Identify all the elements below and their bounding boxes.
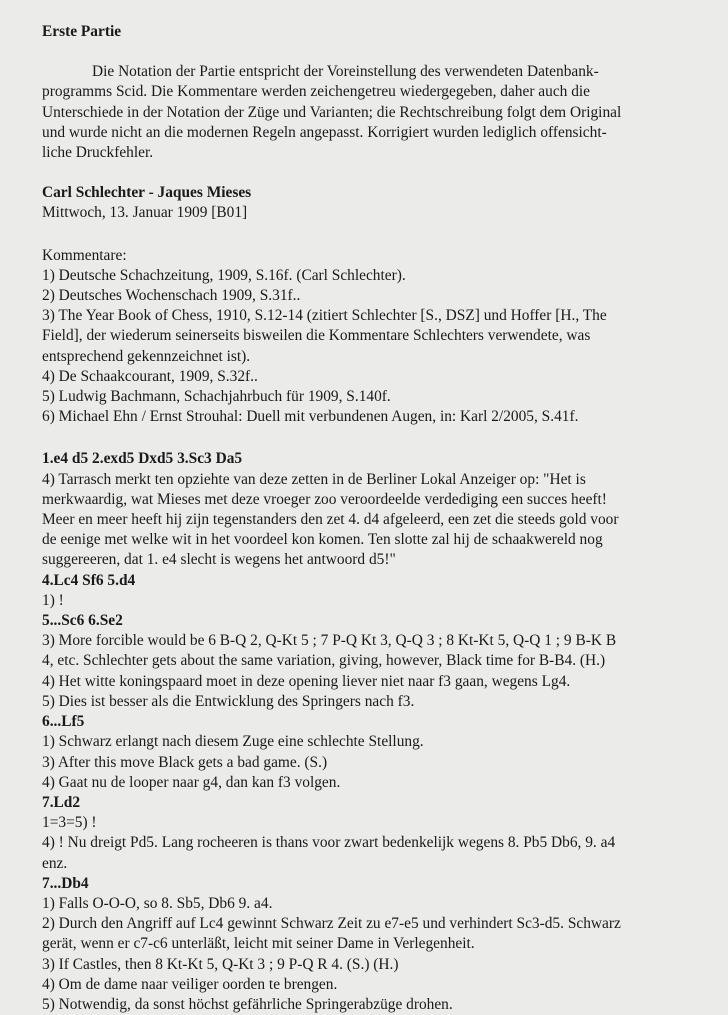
intro-line: Unterschiede in der Notation der Züge und Varianten; die Rechtschreibung folgt dem Original: [42, 103, 622, 121]
comment-line: gerät, wenn er c7-c6 unterläßt, leicht mit seiner Dame in Verlegenheit.: [42, 935, 475, 953]
comment-line: de eenige met welke wit in het voordeel kon komen. Ten slotte zal hij de schaakwereld nog: [42, 531, 603, 549]
comment-line: 4) Het witte koningspaard moet in deze opening liever niet naar f3 gaan, wegens Lg4.: [42, 672, 571, 690]
source-line: entsprechend gekennzeichnet ist).: [42, 347, 251, 365]
comment-line: 4, etc. Schlechter gets about the same variation, giving, however, Black time for B-B4. (H.): [42, 652, 606, 670]
intro-line: programms Scid. Die Kommentare werden zeichengetreu wiedergegeben, daher auch die: [42, 83, 590, 101]
comment-line: 1) Schwarz erlangt nach diesem Zuge eine schlechte Stellung.: [42, 733, 424, 751]
source-line: 1) Deutsche Schachzeitung, 1909, S.16f. (Carl Schlechter).: [42, 266, 406, 284]
comment-line: 1) Falls O-O-O, so 8. Sb5, Db6 9. a4.: [42, 894, 273, 912]
intro-line: liche Druckfehler.: [42, 144, 154, 162]
comment-line: 1=3=5) !: [42, 814, 97, 832]
intro-line: und wurde nicht an die modernen Regeln angepasst. Korrigiert wurden lediglich offensicht-: [42, 123, 607, 141]
comment-line: 4) Om de dame naar veiliger oorden te brengen.: [42, 975, 338, 993]
move-heading: 7...Db4: [42, 874, 89, 892]
comment-line: enz.: [42, 854, 68, 872]
move-heading: 1.e4 d5 2.exd5 Dxd5 3.Sc3 Da5: [42, 450, 243, 468]
section-title: Erste Partie: [42, 23, 122, 40]
source-line: 2) Deutsches Wochenschach 1909, S.31f..: [42, 287, 301, 305]
move-heading: 6...Lf5: [42, 713, 85, 731]
comment-line: 3) If Castles, then 8 Kt-Kt 5, Q-Kt 3 ; 9 P-Q R 4. (S.) (H.): [42, 955, 399, 973]
comment-line: 3) After this move Black gets a bad game. (S.): [42, 753, 328, 771]
source-line: 4) De Schaakcourant, 1909, S.32f..: [42, 367, 258, 385]
comment-line: 5) Dies ist besser als die Entwicklung des Springers nach f3.: [42, 692, 415, 710]
game-date: Mittwoch, 13. Januar 1909 [B01]: [42, 204, 248, 222]
source-line: 6) Michael Ehn / Ernst Strouhal: Duell mit verbundenen Augen, in: Karl 2/2005, S.41f.: [42, 408, 579, 426]
move-commentary: [42, 449, 698, 1015]
comment-line: 5) Notwendig, da sonst höchst gefährliche Springerabzüge drohen.: [42, 995, 453, 1013]
move-heading: 5...Sc6 6.Se2: [42, 612, 123, 630]
comment-line: 4) ! Nu dreigt Pd5. Lang rocheeren is thans voor zwart bedenkelijk wegens 8. Pb5 Db6, 9. a4: [42, 834, 616, 852]
move-heading: 4.Lc4 Sf6 5.d4: [42, 571, 136, 589]
game-players: Carl Schlechter - Jaques Mieses: [42, 184, 252, 202]
comment-line: 1) !: [42, 591, 64, 609]
comment-line: 4) Tarrasch merkt ten opziehte van deze zetten in de Berliner Lokal Anzeiger op: "Het is: [42, 470, 586, 488]
source-line: 5) Ludwig Bachmann, Schachjahrbuch für 1909, S.140f.: [42, 388, 391, 406]
comment-line: suggereeren, dat 1. e4 slecht is wegens het antwoord d5!": [42, 551, 396, 569]
intro-paragraph: [42, 62, 698, 163]
comment-line: merkwaardig, wat Mieses met deze vroeger zoo veroordeelde verdediging een succes heeft!: [42, 490, 607, 508]
game-header: [42, 183, 698, 223]
intro-line: Die Notation der Partie entspricht der Voreinstellung des verwendeten Datenbank-: [92, 63, 599, 81]
comment-line: 2) Durch den Angriff auf Lc4 gewinnt Schwarz Zeit zu e7-e5 und verhindert Sc3-d5. Schwarz: [42, 915, 621, 933]
sources-heading: Kommentare:: [42, 246, 127, 264]
comment-line: 3) More forcible would be 6 B-Q 2, Q-Kt 5 ; 7 P-Q Kt 3, Q-Q 3 ; 8 Kt-Kt 5, Q-Q 1 ; 9 B-K B: [42, 632, 617, 650]
source-line: Field], der wiederum seinerseits bisweilen die Kommentare Schlechters verwendete, was: [42, 327, 591, 345]
sources-list: [42, 246, 698, 428]
source-line: 3) The Year Book of Chess, 1910, S.12-14 (zitiert Schlechter [S., DSZ] und Hoffer [H., The: [42, 307, 607, 325]
comment-line: Meer en meer heeft hij zijn tegenstanders den zet 4. d4 afgeleerd, een zet die steeds gold voor: [42, 511, 619, 529]
comment-line: 4) Gaat nu de looper naar g4, dan kan f3 volgen.: [42, 773, 341, 791]
move-heading: 7.Ld2: [42, 793, 81, 811]
